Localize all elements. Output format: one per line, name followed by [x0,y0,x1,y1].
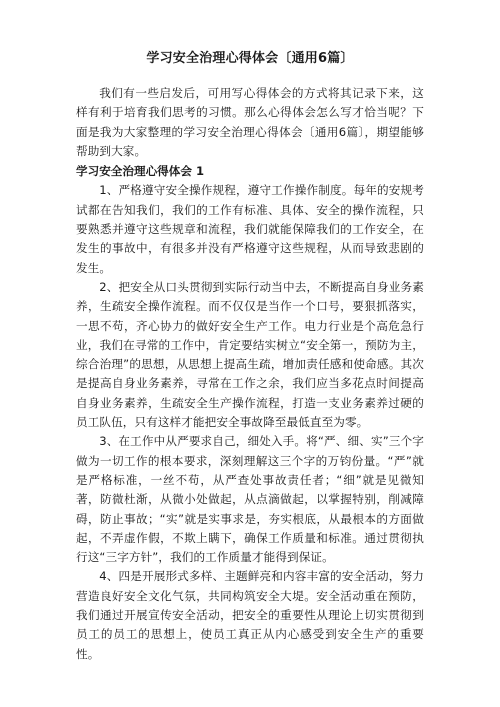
document-title: 学习安全治理心得体会〔通用6篇〕 [146,51,354,66]
body-paragraph-1: 1、严格遵守安全操作规程，遵守工作操作制度。每年的安规考试都在告知我们，我们的工作有标准、具体、安全的操作流程，只要熟悉并遵守这些规章和流程，我们就能保障我们的工作安全，在发生的事故中，有很多并没有严格遵守这些规程，从而导致悲剧的发生。 [76,183,424,275]
section-heading: 学习安全治理心得体会 1 [76,164,205,179]
body-paragraph-4: 4、四是开展形式多样、主题鲜亮和内容丰富的安全活动，努力营造良好安全文化气氛，共同构筑安全大堤。安全活动重在预防，我们通过开展宣传安全活动，把安全的重要性从理论上切实贯彻到员工的员工的思想上，使员工真正从内心感受到安全生产的重要性。 [76,569,424,661]
intro-paragraph: 我们有一些启发后，可用写心得体会的方式将其记录下来，这样有利于培育我们思考的习惯。那么心得体会怎么写才恰当呢？下面是我为大家整理的学习安全治理心得体会〔通用6篇〕，期望能够帮助到大家。 [76,86,424,158]
body-paragraph-2: 2、把安全从口头贯彻到实际行动当中去，不断提高自身业务素养，生疏安全操作流程。而不仅仅是当作一个口号，要狠抓落实，一思不苟，齐心协力的做好安全生产工作。电力行业是个高危急行业，我们在寻常的工作中，肯定要结实树立“安全第一，预防为主，综合治理”的思想，从思想上提高生疏，增加责任感和使命感。其次是提高自身业务素养，寻常在工作之余，我们应当多花点时间提高自身业务素养，生疏安全生产操作流程，打造一支业务素养过硬的员工队伍，只有这样才能把安全事故降至最低直至为零。 [76,279,424,430]
body-paragraph-3: 3、在工作中从严要求自己，细处入手。将“严、细、实”三个字做为一切工作的根本要求，深刻理解这三个字的万钧份量。“严”就是严格标准，一丝不苟，从严查处事故责任者；“细”就是见微知著，防微杜渐，从微小处做起，从点滴做起，以掌握特别，削减障碍，防止事故；“实”就是实事求是，夯实根底，从最根本的方面做起，不弄虚作假，不欺上瞒下，确保工作质量和标准。通过贯彻执行这“三字方针”，我们的工作质量才能得到保证。 [76,434,424,565]
